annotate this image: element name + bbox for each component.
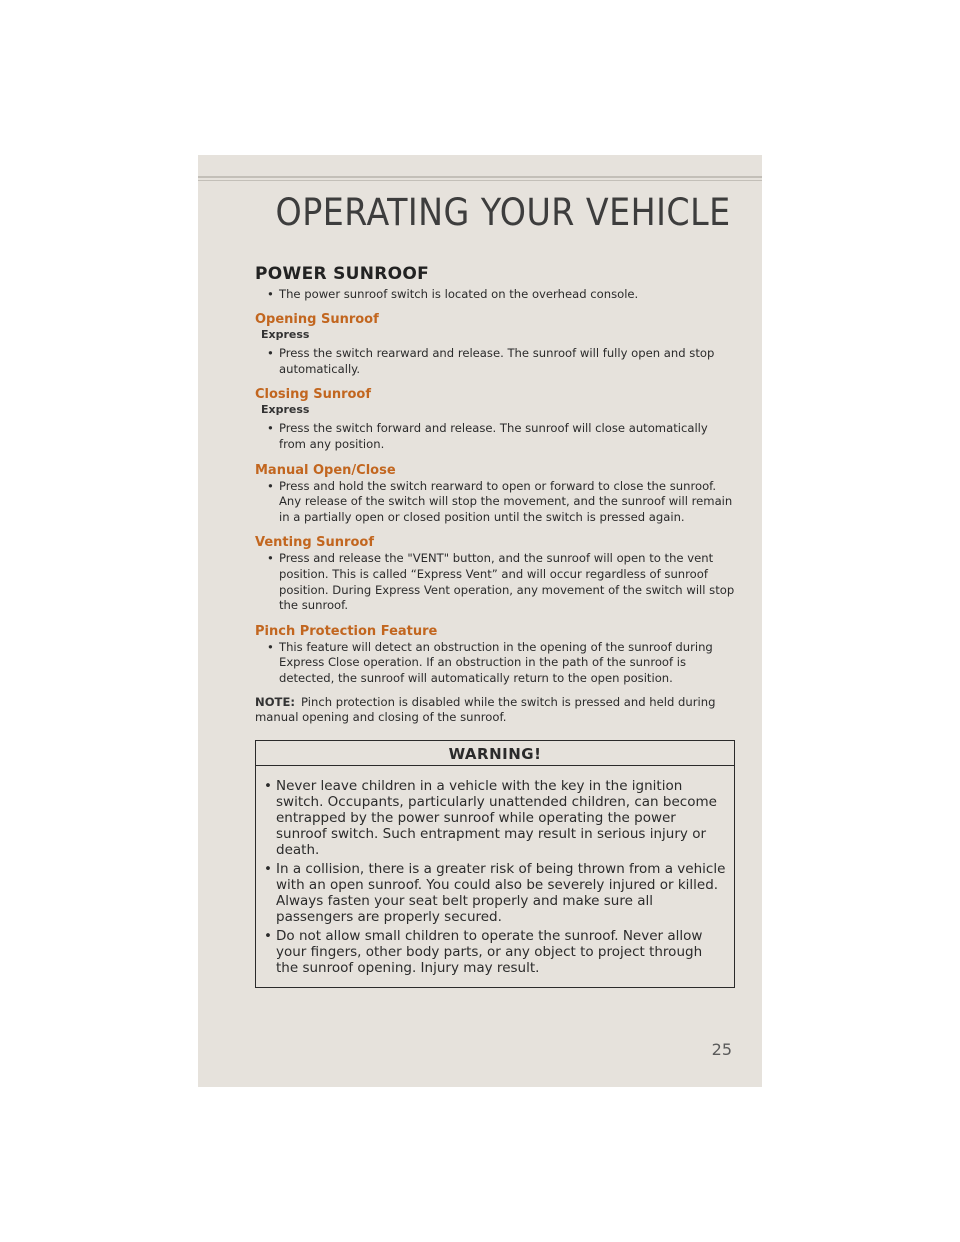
list-item: • This feature will detect an obstruction in the opening of the sunroof during Express Close operation. If an obstruction in the path of the sunroof is detected, the sunroof will automatically return to the open position. (263, 640, 735, 687)
main-heading: POWER SUNROOF (255, 264, 430, 284)
section-title: OPERATING YOUR VEHICLE (275, 191, 731, 234)
list-item: • Press the switch forward and release. The sunroof will close automatically from any position. (263, 421, 735, 452)
note (255, 695, 735, 726)
intro-list (255, 287, 735, 303)
list-item: • The power sunroof switch is located on the overhead console. (263, 287, 735, 303)
list-item: • Press the switch rearward and release. The sunroof will fully open and stop automatically. (263, 346, 735, 377)
subheading-express: Express (261, 328, 310, 342)
subheading-express: Express (261, 403, 310, 417)
section-heading-closing: Closing Sunroof (255, 387, 372, 403)
section-heading-opening: Opening Sunroof (255, 312, 379, 328)
warning-item: • Do not allow small children to operate the sunroof. Never allow your fingers, other body parts, or any object to project through the sunroof opening. Injury may result. (260, 928, 726, 976)
manual-page (198, 155, 762, 1087)
note-label: NOTE: (255, 694, 296, 709)
list-item: • Press and hold the switch rearward to open or forward to close the sunroof. Any release of the switch will stop the movement, and the sunroof will remain in a partially open or closed position until the switch is pressed again. (263, 479, 735, 526)
pinch-list (255, 640, 735, 687)
venting-list (255, 551, 735, 613)
header-rule (198, 176, 762, 178)
opening-list (255, 346, 735, 377)
closing-list (255, 421, 735, 452)
page-content (255, 264, 735, 988)
header-rule-thin (198, 180, 762, 181)
page-number: 25 (711, 1040, 732, 1059)
warning-title: WARNING! (256, 741, 734, 766)
list-item: • Press and release the "VENT" button, and the sunroof will open to the vent position. This is called “Express Vent” and will occur regardless of sunroof position. During Express Vent operation, any movement of the switch will stop the sunroof. (263, 551, 735, 613)
section-heading-pinch: Pinch Protection Feature (255, 623, 438, 639)
section-heading-manual: Manual Open/Close (255, 462, 396, 478)
warning-box (255, 740, 735, 988)
warning-list (256, 766, 734, 987)
note-text: Pinch protection is disabled while the switch is pressed and held during manual opening and closing of the sunroof. (255, 694, 716, 725)
warning-item: • Never leave children in a vehicle with the key in the ignition switch. Occupants, particularly unattended children, can become entrapped by the power sunroof while operating the power sunroof switch. Such entrapment may result in serious injury or death. (260, 778, 726, 858)
manual-list (255, 479, 735, 526)
warning-item: • In a collision, there is a greater risk of being thrown from a vehicle with an open sunroof. You could also be severely injured or killed. Always fasten your seat belt properly and make sure all passengers are properly secured. (260, 861, 726, 925)
section-heading-venting: Venting Sunroof (255, 535, 374, 551)
